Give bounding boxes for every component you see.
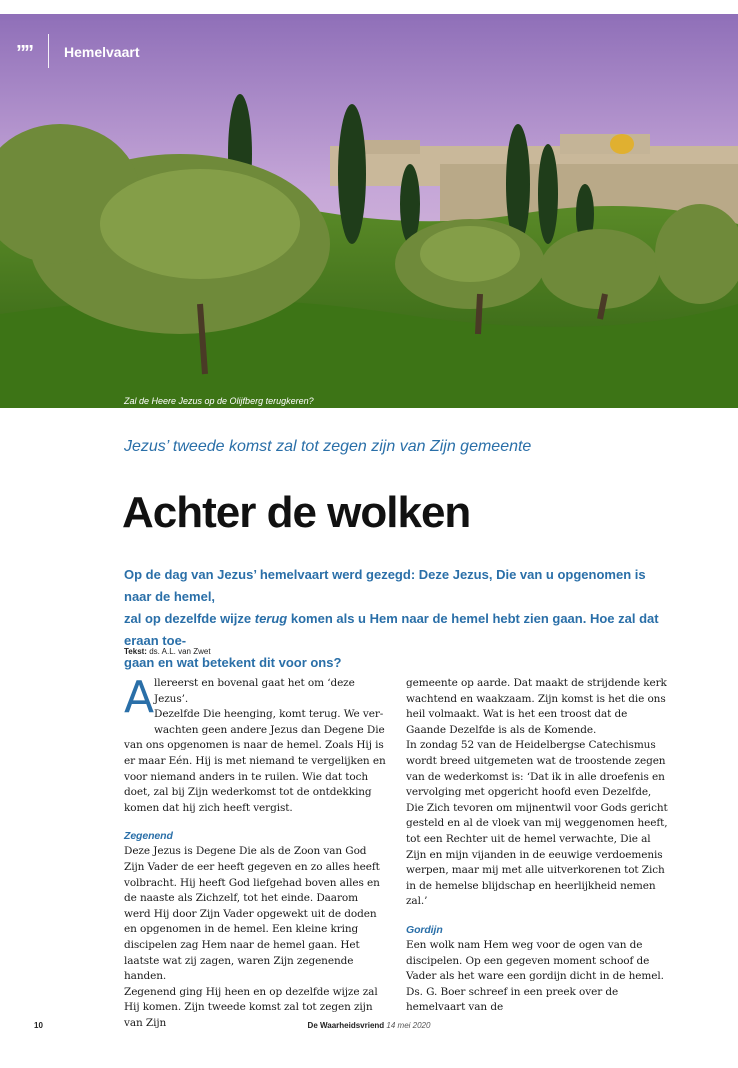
hero-image	[0, 14, 738, 408]
quote-icon: ””	[16, 42, 32, 64]
header-divider	[48, 34, 49, 68]
drop-cap: A	[124, 672, 154, 723]
intro-emphasis: terug	[254, 611, 288, 626]
magazine-name: De Waarheidsvriend	[307, 1021, 385, 1030]
paragraph: gemeente op aarde. Dat maakt de strijdende kerk wachtend en waakzaam. Zijn komst is het die ons heil volmaakt. Wat is het een troost dat de Gaande Dezelfde is als de Komende.	[406, 677, 667, 736]
article-subtitle: Jezus’ tweede komst zal tot zegen zijn van Zijn gemeente	[124, 438, 532, 455]
intro-line-1: Op de dag van Jezus’ hemelvaart werd gezegd: Deze Jezus, Die van u opgenomen is naar de hemel,	[124, 567, 646, 604]
text-line: Dezelfde Die heenging, komt terug. We ver-	[154, 708, 384, 721]
intro-line-2b: komen als u Hem naar de hemel hebt zien gaan. Hoe zal dat eraan toe-	[124, 611, 659, 648]
subheading-gordijn: Gordijn	[406, 923, 443, 936]
column-right	[406, 676, 668, 1016]
issue-date: 14 mei 2020	[386, 1021, 431, 1030]
credit-label: Tekst:	[124, 647, 147, 656]
paragraph: Deze Jezus is Degene Die als de Zoon van God Zijn Vader de eer heeft gegeven en zo alles heeft volbracht. Hij heeft God liefgehad boven alles en de naaste als Zichzelf, tot het einde. Daarom werd Hij door Zijn Vader opgewekt uit de doden en opgenomen in de hemel. Een kleine kring discipelen zag Hem naar de hemel gaan. Het laatste wat zij zagen, waren Zijn zegenende handen.	[124, 845, 380, 983]
text-line: llereerst en bovenal gaat het om ‘deze Jezus’.	[154, 677, 355, 705]
intro-line-3: gaan en wat betekent dit voor ons?	[124, 655, 342, 670]
paragraph: Zegenend ging Hij heen en op dezelfde wijze zal Hij komen. Zijn tweede komst zal tot zegen zijn van Zijn	[124, 985, 378, 1029]
photo-caption: Zal de Heere Jezus op de Olijfberg terugkeren?	[124, 396, 314, 406]
subheading-zegenend: Zegenend	[124, 830, 173, 843]
first-paragraph	[124, 672, 386, 816]
credit-name: ds. A.L. van Zwet	[149, 647, 211, 656]
column-left	[124, 672, 386, 1031]
paragraph: In zondag 52 van de Heidelbergse Catechismus wordt breed uitgemeten wat de troostende zegen van de wederkomst is: ‘Dat ik in alle droefenis en vervolging met opgericht hoofd even Dezelfde, Die Zich tevoren om mijnentwil voor Gods gericht gesteld en al de vloek van mij weggenomen heeft, tot een Rechter uit de hemel verwachte, Die al Zijn en mijn vijanden in de eeuwige verdoemenis werpen, maar mij met alle uitverkorenen tot Zich in de hemelse blijdschap en heerlijkheid nemen zal.’	[406, 739, 668, 908]
article-title: Achter de wolken	[122, 488, 471, 537]
intro-line-2a: zal op dezelfde wijze	[124, 611, 255, 626]
paragraph: Een wolk nam Hem weg voor de ogen van de discipelen. Op een gegeven moment schoof de Vader als het ware een gordijn dicht in de hemel. Ds. G. Boer schreef in een preek over de hemelvaart van de	[406, 938, 664, 1014]
section-label: Hemelvaart	[64, 44, 140, 60]
text-line: wachten geen andere Jezus dan Degene Die	[154, 723, 385, 736]
author-credit	[124, 647, 211, 656]
page-number: 10	[34, 1021, 43, 1030]
footer-magazine	[0, 1021, 738, 1030]
olive-grove-photo	[0, 14, 738, 408]
paragraph: van ons opgenomen is naar de hemel. Zoals Hij is er maar Eén. Hij is met niemand te vergelijken en voor niemand anders in te ruilen. Wie dat toch doet, zal bij Zijn wederkomst tot de ontdekking komen dat hij zich heeft vergist.	[124, 739, 386, 814]
article-intro	[124, 564, 672, 674]
